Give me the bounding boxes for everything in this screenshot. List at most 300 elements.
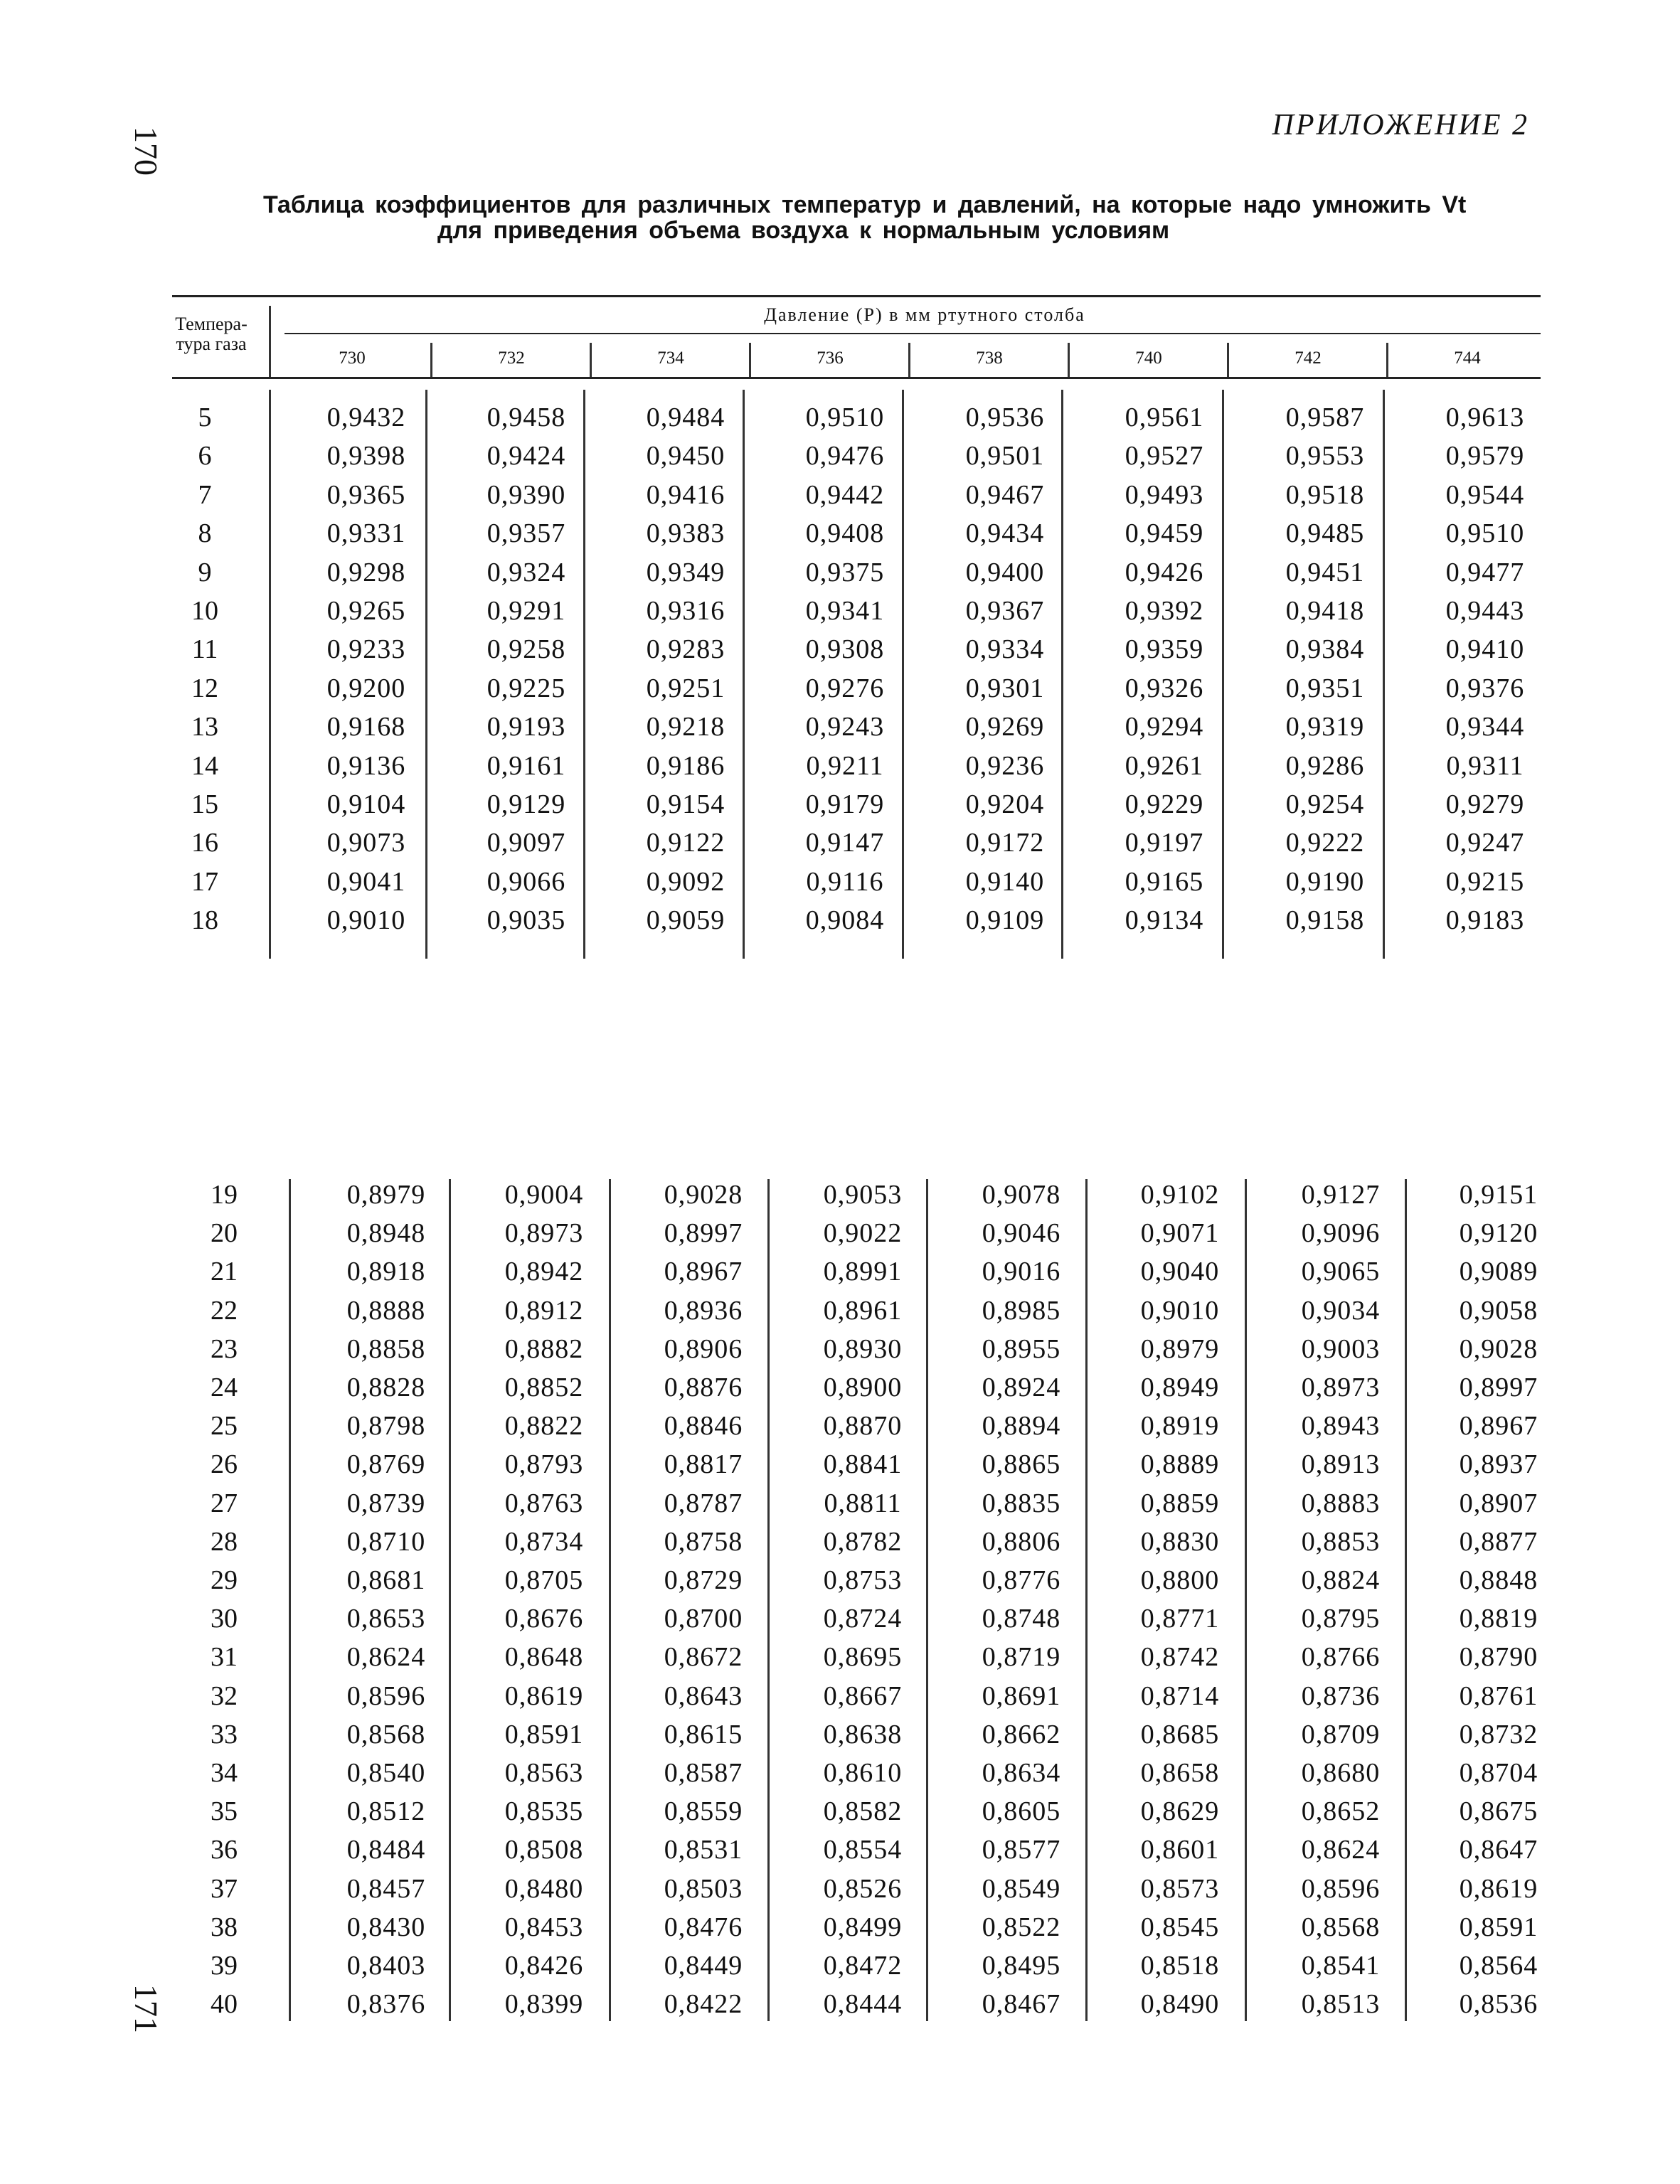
coefficient-cell: 0,8582: [823, 1796, 903, 1827]
header-col-divider: [590, 343, 592, 377]
title-line-2: для приведения объема воздуха к нормальным условиям: [437, 217, 1170, 244]
coefficient-cell: 0,9028: [664, 1180, 743, 1210]
coefficient-cell: 0,9276: [805, 673, 885, 703]
coefficient-cell: 0,9165: [1125, 866, 1204, 897]
coefficient-cell: 0,8841: [823, 1449, 903, 1480]
coefficient-cell: 0,8877: [1459, 1526, 1538, 1557]
coefficient-cell: 0,8596: [1301, 1873, 1381, 1904]
coefficient-cell: 0,8955: [982, 1333, 1061, 1364]
coefficient-cell: 0,8793: [504, 1449, 584, 1480]
coefficient-cell: 0,8985: [982, 1295, 1061, 1326]
coefficient-cell: 0,9450: [646, 441, 725, 472]
coefficient-cell: 0,9222: [1285, 828, 1365, 858]
coefficient-cell: 0,8997: [1459, 1373, 1538, 1402]
coefficient-cell: 0,9172: [965, 828, 1045, 858]
coefficient-cell: 0,9096: [1301, 1218, 1381, 1249]
coefficient-cell: 0,8973: [504, 1218, 584, 1249]
coefficient-cell: 0,9016: [982, 1257, 1061, 1287]
coefficient-cell: 0,8587: [664, 1758, 743, 1788]
coefficient-cell: 0,8531: [664, 1835, 743, 1865]
temperature-cell: 29: [211, 1565, 238, 1595]
coefficient-cell: 0,9324: [487, 557, 566, 587]
coefficient-cell: 0,9258: [487, 634, 566, 665]
temperature-cell: 37: [211, 1873, 238, 1904]
coefficient-cell: 0,8766: [1301, 1642, 1381, 1673]
coefficient-cell: 0,9065: [1301, 1257, 1381, 1287]
coefficient-cell: 0,8973: [1301, 1373, 1381, 1402]
coefficient-cell: 0,9022: [823, 1218, 903, 1249]
coefficient-cell: 0,9311: [1446, 750, 1524, 781]
coefficient-cell: 0,8648: [504, 1642, 584, 1673]
coefficient-cell: 0,8942: [504, 1257, 584, 1287]
pressure-span-rule: [285, 333, 1541, 334]
coefficient-cell: 0,9136: [326, 750, 406, 781]
temperature-cell: 18: [191, 905, 218, 936]
coefficient-cell: 0,9084: [805, 905, 885, 936]
coefficient-cell: 0,9003: [1301, 1333, 1381, 1364]
coefficient-cell: 0,8512: [346, 1796, 426, 1827]
coefficient-cell: 0,9527: [1125, 441, 1204, 472]
coefficient-cell: 0,8967: [1459, 1411, 1538, 1442]
coefficient-cell: 0,8714: [1140, 1680, 1220, 1711]
temperature-cell: 17: [191, 866, 218, 897]
coefficient-cell: 0,9286: [1285, 750, 1365, 781]
coefficient-cell: 0,9247: [1445, 828, 1525, 858]
header-divider: [269, 306, 271, 377]
coefficient-cell: 0,9035: [487, 905, 566, 936]
coefficient-cell: 0,8889: [1140, 1449, 1220, 1480]
coefficient-cell: 0,9344: [1445, 712, 1525, 742]
temperature-cell: 25: [211, 1411, 238, 1442]
temperature-cell: 6: [198, 441, 212, 472]
pressure-col-header: 730: [339, 348, 366, 368]
coefficient-cell: 0,8453: [504, 1912, 584, 1942]
coefficient-cell: 0,9383: [646, 518, 725, 549]
coefficient-cell: 0,9104: [326, 789, 406, 819]
coefficient-cell: 0,8541: [1301, 1951, 1381, 1981]
coefficient-cell: 0,9398: [326, 441, 406, 472]
temperature-cell: 13: [191, 712, 218, 742]
coefficient-cell: 0,9351: [1285, 673, 1365, 703]
coefficient-cell: 0,8518: [1140, 1951, 1220, 1981]
coefficient-cell: 0,8577: [982, 1835, 1061, 1865]
temperature-cell: 20: [211, 1218, 238, 1249]
coefficient-cell: 0,8835: [982, 1488, 1061, 1518]
coefficient-cell: 0,9316: [646, 596, 725, 626]
coefficient-cell: 0,9392: [1125, 596, 1204, 626]
coefficient-cell: 0,9134: [1125, 905, 1204, 936]
coefficient-cell: 0,9319: [1285, 712, 1365, 742]
coefficient-cell: 0,9092: [646, 866, 725, 897]
coefficient-cell: 0,9384: [1285, 634, 1365, 665]
temperature-cell: 16: [191, 828, 218, 858]
coefficient-cell: 0,8913: [1301, 1449, 1381, 1480]
coefficient-cell: 0,9071: [1140, 1218, 1220, 1249]
coefficient-cell: 0,9341: [805, 596, 885, 626]
coefficient-cell: 0,9390: [487, 479, 566, 510]
coefficient-cell: 0,9283: [646, 634, 725, 665]
coefficient-cell: 0,8610: [823, 1758, 903, 1788]
pressure-col-header: 740: [1135, 348, 1162, 368]
temperature-header-text: Темпера-тура газа: [175, 314, 248, 354]
title-line-1: Таблица коэффициентов для различных температур и давлений, на которые надо умножить Vt: [263, 191, 1467, 218]
coefficient-cell: 0,9254: [1285, 789, 1365, 819]
coefficient-cell: 0,8503: [664, 1873, 743, 1904]
coefficient-cell: 0,9004: [504, 1180, 584, 1210]
coefficient-cell: 0,9349: [646, 557, 725, 587]
coefficient-cell: 0,9367: [965, 596, 1045, 626]
coefficient-cell: 0,8798: [346, 1411, 426, 1442]
coefficient-cell: 0,8691: [982, 1680, 1061, 1711]
coefficient-cell: 0,9116: [806, 866, 884, 897]
coefficient-cell: 0,8761: [1459, 1680, 1538, 1711]
coefficient-cell: 0,9451: [1285, 557, 1365, 587]
temperature-cell: 36: [211, 1835, 238, 1865]
coefficient-cell: 0,8830: [1140, 1526, 1220, 1557]
temperature-cell: 22: [211, 1295, 238, 1326]
coefficient-cell: 0,8554: [823, 1835, 903, 1865]
coefficient-cell: 0,9442: [805, 479, 885, 510]
coefficient-cell: 0,9190: [1285, 866, 1365, 897]
coefficient-cell: 0,8615: [664, 1719, 743, 1749]
coefficient-cell: 0,8605: [982, 1796, 1061, 1827]
header-col-divider: [908, 343, 910, 377]
coefficient-cell: 0,9416: [646, 479, 725, 510]
coefficient-cell: 0,9229: [1125, 789, 1204, 819]
coefficient-cell: 0,8848: [1459, 1565, 1538, 1595]
coefficient-cell: 0,9102: [1140, 1180, 1220, 1210]
coefficient-cell: 0,9218: [646, 712, 725, 742]
coefficient-cell: 0,9334: [965, 634, 1045, 665]
coefficient-cell: 0,8652: [1301, 1796, 1381, 1827]
temperature-cell: 38: [211, 1912, 238, 1942]
pressure-col-header: 732: [498, 348, 525, 368]
coefficient-cell: 0,9127: [1301, 1180, 1381, 1210]
coefficient-cell: 0,8705: [504, 1565, 584, 1595]
coefficient-cell: 0,8900: [823, 1373, 903, 1402]
coefficient-cell: 0,9078: [982, 1180, 1061, 1210]
coefficient-cell: 0,9154: [646, 789, 725, 819]
temperature-cell: 23: [211, 1333, 238, 1364]
temperature-cell: 30: [211, 1604, 238, 1634]
page-number-top: 170: [128, 127, 164, 176]
coefficient-cell: 0,8700: [664, 1604, 743, 1634]
coefficient-cell: 0,8776: [982, 1565, 1061, 1595]
coefficient-cell: 0,9326: [1125, 673, 1204, 703]
appendix-heading: ПРИЛОЖЕНИЕ 2: [1272, 109, 1529, 142]
coefficient-cell: 0,8790: [1459, 1642, 1538, 1673]
coefficient-cell: 0,8758: [664, 1526, 743, 1557]
page-number-bottom: 171: [128, 1984, 164, 2033]
coefficient-cell: 0,8888: [346, 1295, 426, 1326]
coefficient-cell: 0,8426: [504, 1951, 584, 1981]
coefficient-cell: 0,8457: [346, 1873, 426, 1904]
coefficient-cell: 0,9034: [1301, 1295, 1381, 1326]
coefficient-cell: 0,8806: [982, 1526, 1061, 1557]
temperature-cell: 31: [211, 1642, 238, 1673]
coefficient-cell: 0,8734: [504, 1526, 584, 1557]
coefficient-cell: 0,8739: [346, 1488, 426, 1518]
coefficient-cell: 0,9058: [1459, 1295, 1538, 1326]
column-rule: [289, 1179, 291, 2021]
coefficient-cell: 0,8638: [823, 1719, 903, 1749]
coefficient-cell: 0,8979: [1140, 1333, 1220, 1364]
coefficient-cell: 0,8619: [1459, 1873, 1538, 1904]
coefficient-cell: 0,8535: [504, 1796, 584, 1827]
coefficient-cell: 0,8403: [346, 1951, 426, 1981]
pressure-col-header: 736: [817, 348, 844, 368]
coefficient-cell: 0,8508: [504, 1835, 584, 1865]
coefficient-cell: 0,9041: [326, 866, 406, 897]
coefficient-cell: 0,8676: [504, 1604, 584, 1634]
coefficient-cell: 0,9120: [1459, 1218, 1538, 1249]
coefficient-cell: 0,8782: [823, 1526, 903, 1557]
coefficient-cell: 0,9158: [1285, 905, 1365, 936]
temperature-cell: 8: [198, 518, 212, 549]
coefficient-cell: 0,9053: [823, 1180, 903, 1210]
coefficient-cell: 0,9261: [1125, 750, 1204, 781]
coefficient-cell: 0,8736: [1301, 1680, 1381, 1711]
temperature-cell: 34: [211, 1758, 238, 1788]
coefficient-cell: 0,8763: [504, 1488, 584, 1518]
coefficient-cell: 0,8540: [346, 1758, 426, 1788]
header-col-divider: [1068, 343, 1070, 377]
coefficient-cell: 0,9236: [965, 750, 1045, 781]
coefficient-cell: 0,8709: [1301, 1719, 1381, 1749]
coefficient-cell: 0,8742: [1140, 1642, 1220, 1673]
coefficient-cell: 0,8710: [346, 1526, 426, 1557]
coefficient-cell: 0,8853: [1301, 1526, 1381, 1557]
temperature-cell: 27: [211, 1488, 238, 1518]
coefficient-cell: 0,9265: [326, 596, 406, 626]
coefficient-cell: 0,8685: [1140, 1719, 1220, 1749]
coefficient-cell: 0,8800: [1140, 1565, 1220, 1595]
pressure-col-header: 734: [657, 348, 684, 368]
coefficient-cell: 0,8681: [346, 1565, 426, 1595]
coefficient-cell: 0,8526: [823, 1873, 903, 1904]
coefficient-cell: 0,9204: [965, 789, 1045, 819]
coefficient-cell: 0,9424: [487, 441, 566, 472]
coefficient-cell: 0,9408: [805, 518, 885, 549]
coefficient-cell: 0,9225: [487, 673, 566, 703]
coefficient-cell: 0,8719: [982, 1642, 1061, 1673]
pressure-col-header: 738: [976, 348, 1003, 368]
coefficient-cell: 0,9233: [326, 634, 406, 665]
coefficient-cell: 0,9197: [1125, 828, 1204, 858]
coefficient-cell: 0,9510: [1445, 518, 1525, 549]
coefficient-cell: 0,9459: [1125, 518, 1204, 549]
coefficient-cell: 0,8787: [664, 1488, 743, 1518]
coefficient-cell: 0,8573: [1140, 1873, 1220, 1904]
coefficient-cell: 0,8513: [1301, 1989, 1381, 2020]
coefficient-cell: 0,9485: [1285, 518, 1365, 549]
coefficient-cell: 0,8912: [504, 1295, 584, 1326]
coefficient-cell: 0,9066: [487, 866, 566, 897]
temperature-header: [158, 314, 265, 354]
coefficient-cell: 0,8724: [823, 1604, 903, 1634]
coefficient-cell: 0,8399: [504, 1989, 584, 2020]
header-col-divider: [1227, 343, 1229, 377]
header-top-rule: [172, 295, 1541, 297]
coefficient-cell: 0,9476: [805, 441, 885, 472]
coefficient-cell: 0,8422: [664, 1989, 743, 2020]
coefficient-cell: 0,8876: [664, 1373, 743, 1402]
coefficient-cell: 0,9298: [326, 557, 406, 587]
coefficient-cell: 0,9140: [965, 866, 1045, 897]
coefficient-cell: 0,9059: [646, 905, 725, 936]
table-title: [263, 192, 1472, 243]
coefficient-cell: 0,9493: [1125, 479, 1204, 510]
coefficient-cell: 0,9308: [805, 634, 885, 665]
coefficient-cell: 0,8795: [1301, 1604, 1381, 1634]
coefficient-cell: 0,8619: [504, 1680, 584, 1711]
header-col-divider: [430, 343, 432, 377]
coefficient-cell: 0,9046: [982, 1218, 1061, 1249]
coefficient-cell: 0,9109: [965, 905, 1045, 936]
temperature-cell: 33: [211, 1719, 238, 1749]
coefficient-cell: 0,9040: [1140, 1257, 1220, 1287]
coefficient-cell: 0,8658: [1140, 1758, 1220, 1788]
coefficient-cell: 0,8918: [346, 1257, 426, 1287]
coefficient-cell: 0,9501: [965, 441, 1045, 472]
coefficient-cell: 0,9193: [487, 712, 566, 742]
coefficient-cell: 0,8907: [1459, 1488, 1538, 1518]
temperature-cell: 21: [211, 1257, 238, 1287]
column-rule: [269, 390, 271, 959]
coefficient-cell: 0,9410: [1445, 634, 1525, 665]
coefficient-cell: 0,8753: [823, 1565, 903, 1595]
coefficient-cell: 0,9010: [1140, 1295, 1220, 1326]
temperature-cell: 28: [211, 1526, 238, 1557]
coefficient-cell: 0,8906: [664, 1333, 743, 1364]
coefficient-cell: 0,8858: [346, 1333, 426, 1364]
coefficient-cell: 0,9613: [1445, 403, 1525, 432]
temperature-cell: 11: [191, 634, 218, 665]
coefficient-cell: 0,9434: [965, 518, 1045, 549]
coefficient-cell: 0,9443: [1445, 596, 1525, 626]
coefficient-cell: 0,8883: [1301, 1488, 1381, 1518]
coefficient-cell: 0,8545: [1140, 1912, 1220, 1942]
temperature-cell: 7: [198, 479, 212, 510]
coefficient-cell: 0,9477: [1445, 557, 1525, 587]
coefficient-cell: 0,8732: [1459, 1719, 1538, 1749]
coefficient-cell: 0,9161: [487, 750, 566, 781]
coefficient-cell: 0,8961: [823, 1295, 903, 1326]
coefficient-cell: 0,8695: [823, 1642, 903, 1673]
coefficient-cell: 0,8870: [823, 1411, 903, 1442]
temperature-cell: 40: [211, 1989, 238, 2020]
coefficient-cell: 0,9215: [1445, 866, 1525, 897]
coefficient-cell: 0,9376: [1445, 673, 1525, 703]
pressure-col-header: 742: [1294, 348, 1322, 368]
coefficient-cell: 0,8629: [1140, 1796, 1220, 1827]
temperature-cell: 14: [191, 750, 218, 781]
coefficient-cell: 0,9010: [326, 905, 406, 936]
coefficient-cell: 0,8647: [1459, 1835, 1538, 1865]
temperature-cell: 35: [211, 1796, 238, 1827]
coefficient-cell: 0,8822: [504, 1411, 584, 1442]
coefficient-cell: 0,8634: [982, 1758, 1061, 1788]
coefficient-cell: 0,9553: [1285, 441, 1365, 472]
coefficient-cell: 0,9151: [1459, 1180, 1538, 1210]
coefficient-cell: 0,9365: [326, 479, 406, 510]
coefficient-cell: 0,8824: [1301, 1565, 1381, 1595]
coefficient-cell: 0,8930: [823, 1333, 903, 1364]
coefficient-cell: 0,9251: [646, 673, 725, 703]
coefficient-cell: 0,8563: [504, 1758, 584, 1788]
temperature-cell: 15: [191, 789, 218, 819]
coefficient-cell: 0,8601: [1140, 1835, 1220, 1865]
coefficient-cell: 0,8924: [982, 1373, 1061, 1402]
temperature-cell: 5: [198, 403, 212, 432]
temperature-cell: 9: [198, 557, 212, 587]
coefficient-cell: 0,9129: [487, 789, 566, 819]
coefficient-cell: 0,8591: [1459, 1912, 1538, 1942]
coefficient-cell: 0,9243: [805, 712, 885, 742]
coefficient-cell: 0,8662: [982, 1719, 1061, 1749]
coefficient-cell: 0,8672: [664, 1642, 743, 1673]
coefficient-cell: 0,8828: [346, 1373, 426, 1402]
coefficient-cell: 0,8522: [982, 1912, 1061, 1942]
coefficient-cell: 0,8643: [664, 1680, 743, 1711]
coefficient-cell: 0,9467: [965, 479, 1045, 510]
temperature-cell: 32: [211, 1680, 238, 1711]
coefficient-cell: 0,8376: [346, 1989, 426, 2020]
coefficient-cell: 0,8937: [1459, 1449, 1538, 1480]
coefficient-cell: 0,9168: [326, 712, 406, 742]
coefficient-cell: 0,8536: [1459, 1989, 1538, 2020]
temperature-cell: 39: [211, 1951, 238, 1981]
coefficient-cell: 0,9359: [1125, 634, 1204, 665]
coefficient-cell: 0,8704: [1459, 1758, 1538, 1788]
coefficient-cell: 0,9097: [487, 828, 566, 858]
coefficient-cell: 0,8769: [346, 1449, 426, 1480]
coefficient-cell: 0,9294: [1125, 712, 1204, 742]
temperature-cell: 12: [191, 673, 218, 703]
coefficient-cell: 0,9301: [965, 673, 1045, 703]
coefficient-cell: 0,8596: [346, 1680, 426, 1711]
coefficient-cell: 0,9183: [1445, 905, 1525, 936]
coefficient-cell: 0,9536: [965, 403, 1045, 432]
coefficient-cell: 0,9587: [1285, 403, 1365, 432]
coefficient-cell: 0,8476: [664, 1912, 743, 1942]
coefficient-cell: 0,8948: [346, 1218, 426, 1249]
coefficient-cell: 0,8653: [346, 1604, 426, 1634]
coefficient-cell: 0,9432: [326, 403, 406, 432]
coefficient-cell: 0,8865: [982, 1449, 1061, 1480]
coefficient-cell: 0,8882: [504, 1333, 584, 1364]
coefficient-cell: 0,9200: [326, 673, 406, 703]
coefficient-cell: 0,8748: [982, 1604, 1061, 1634]
coefficient-cell: 0,8484: [346, 1835, 426, 1865]
coefficient-cell: 0,8967: [664, 1257, 743, 1287]
header-bottom-rule: [172, 377, 1541, 379]
coefficient-cell: 0,9186: [646, 750, 725, 781]
pressure-col-header: 744: [1454, 348, 1481, 368]
coefficient-cell: 0,8979: [346, 1180, 426, 1210]
coefficient-cell: 0,8997: [664, 1218, 743, 1249]
coefficient-cell: 0,9561: [1125, 403, 1204, 432]
temperature-cell: 10: [191, 596, 218, 626]
coefficient-cell: 0,8852: [504, 1373, 584, 1402]
coefficient-cell: 0,8817: [664, 1449, 743, 1480]
coefficient-cell: 0,8680: [1301, 1758, 1381, 1788]
coefficient-cell: 0,9510: [805, 403, 885, 432]
coefficient-cell: 0,8564: [1459, 1951, 1538, 1981]
coefficient-cell: 0,8936: [664, 1295, 743, 1326]
coefficient-cell: 0,9089: [1459, 1257, 1538, 1287]
temperature-cell: 19: [211, 1180, 238, 1210]
